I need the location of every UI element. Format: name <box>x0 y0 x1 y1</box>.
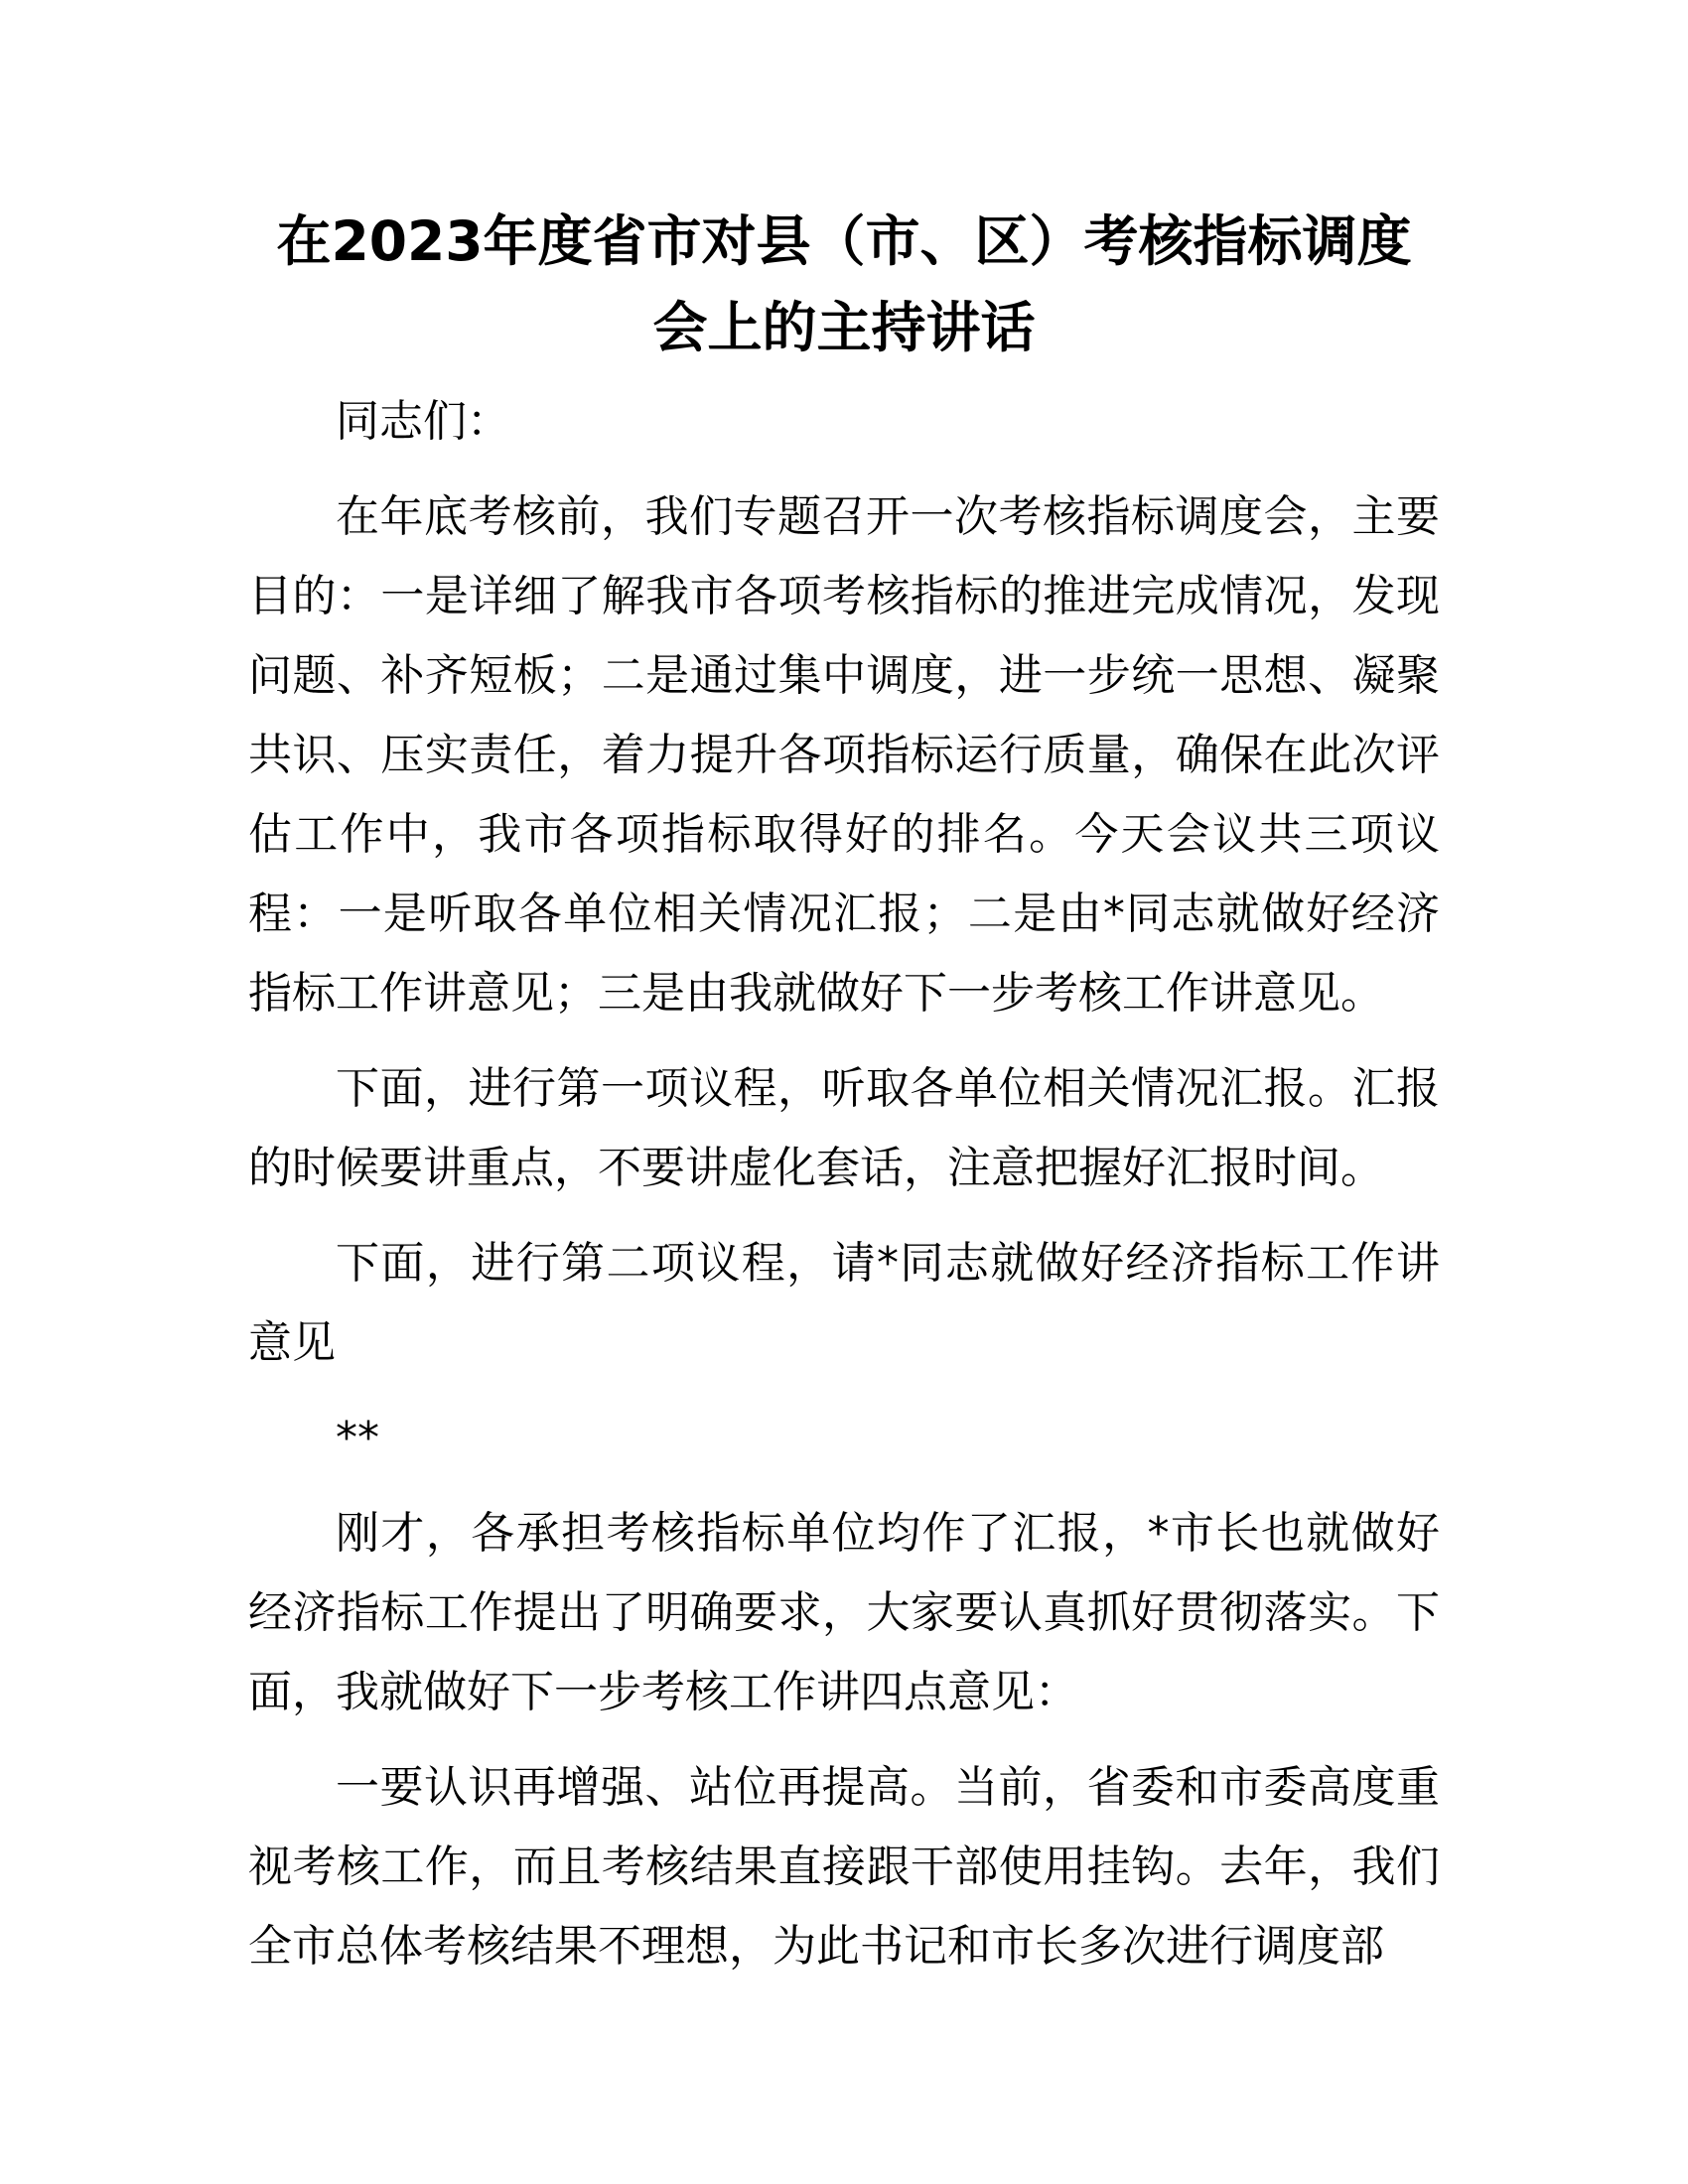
paragraph-placeholder: ** <box>336 1413 379 1463</box>
paragraph-summary: 刚才，各承担考核指标单位均作了汇报，*市长也就做好经济指标工作提出了明确要求，大家要认真抓好贯彻落实。下面，我就做好下一步考核工作讲四点意见： <box>248 1508 1440 1717</box>
paragraph-salutation: 同志们： <box>336 396 510 447</box>
paragraph-intro: 在年底考核前，我们专题召开一次考核指标调度会，主要目的：一是详细了解我市各项考核指标的推进完成情况，发现问题、补齐短板；二是通过集中调度，进一步统一思想、凝聚共识、压实责任，着力提升各项指标运行质量，确保在此次评估工作中，我市各项指标取得好的排名。今天会议共三项议程：一是听取各单位相关情况汇报；二是由*同志就做好经济指标工作讲意见；三是由我就做好下一步考核工作讲意见。 <box>248 491 1440 1019</box>
document-title <box>149 199 1539 371</box>
title-line-2: 会上的主持讲话 <box>652 296 1036 359</box>
paragraph-agenda-1: 下面，进行第一项议程，听取各单位相关情况汇报。汇报的时候要讲重点，不要讲虚化套话，注意把握好汇报时间。 <box>248 1063 1440 1193</box>
document-body <box>248 382 1440 1986</box>
title-line-1: 在2023年度省市对县（市、区）考核指标调度 <box>276 209 1412 273</box>
paragraph-point-1: 一要认识再增强、站位再提高。当前，省委和市委高度重视考核工作，而且考核结果直接跟干部使用挂钩。去年，我们全市总体考核结果不理想，为此书记和市长多次进行调度部 <box>248 1762 1440 1972</box>
paragraph-agenda-2: 下面，进行第二项议程，请*同志就做好经济指标工作讲意见 <box>248 1238 1440 1368</box>
